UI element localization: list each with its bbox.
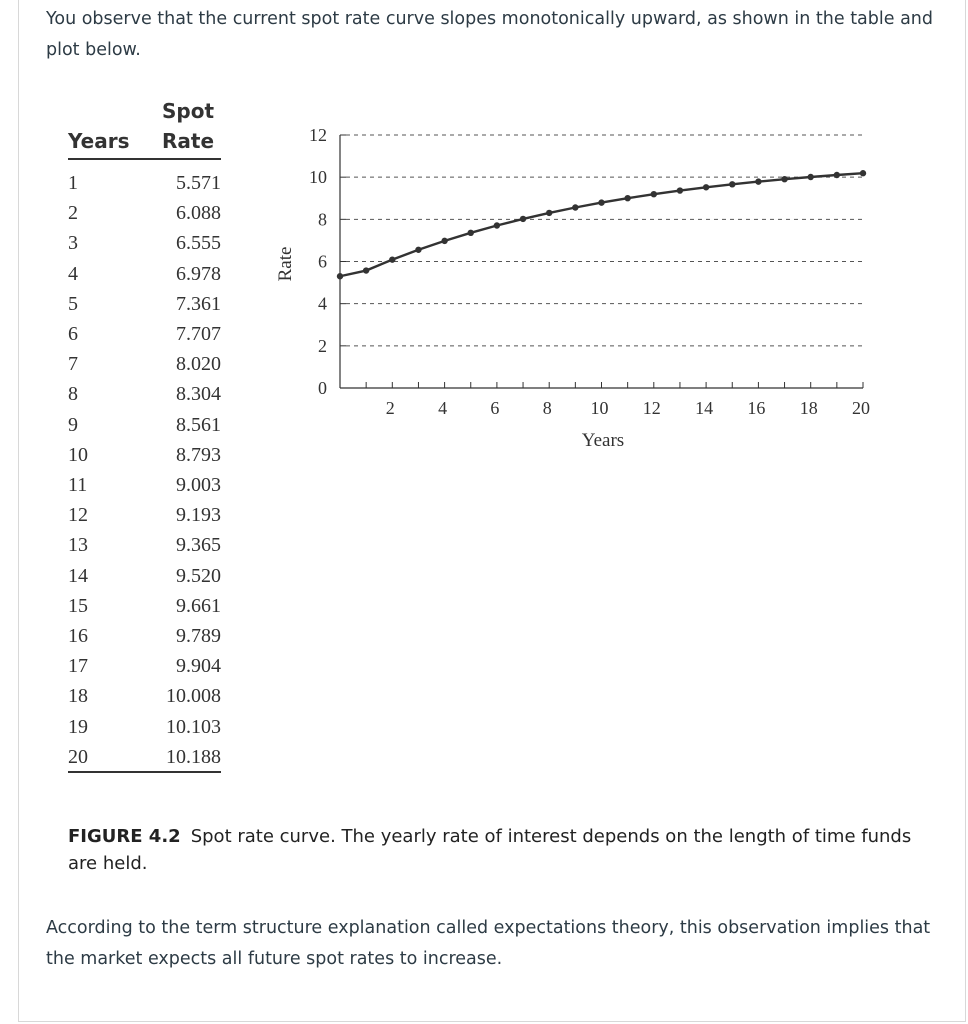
y-tick-label: 10 <box>309 167 327 188</box>
table-cell-year: 10 <box>68 443 88 466</box>
y-tick-label: 8 <box>318 209 327 230</box>
data-point <box>441 238 447 244</box>
y-tick-label: 4 <box>318 293 327 314</box>
x-tick-label: 20 <box>852 398 870 418</box>
x-tick-label: 6 <box>490 398 500 418</box>
table-cell-year: 11 <box>68 474 88 496</box>
table-cell-rate: 9.365 <box>176 534 221 557</box>
data-point <box>624 195 630 201</box>
conclusion-paragraph: According to the term structure explanation called expectations theory, this observation implies that the market expects all future spot rates to increase. <box>46 918 931 969</box>
x-tick-label: 18 <box>799 398 818 418</box>
table-cell-rate: 9.904 <box>176 655 221 678</box>
data-point <box>598 199 604 205</box>
table-cell-year: 19 <box>68 715 88 738</box>
data-point <box>389 256 395 262</box>
table-header-years: Years <box>68 129 130 153</box>
table-cell-rate: 8.304 <box>176 383 221 406</box>
table-cell-rate: 9.520 <box>176 564 221 587</box>
table-cell-year: 20 <box>68 745 88 768</box>
table-cell-rate: 10.188 <box>166 745 221 768</box>
data-point <box>572 204 578 210</box>
table-cell-year: 3 <box>68 232 78 255</box>
data-point <box>860 170 866 176</box>
table-cell-year: 9 <box>68 413 78 436</box>
x-tick-label: 16 <box>747 398 766 418</box>
table-cell-rate: 8.793 <box>176 443 221 466</box>
table-cell-rate: 7.707 <box>176 323 221 345</box>
data-point <box>834 172 840 178</box>
x-tick-label: 14 <box>695 398 714 418</box>
table-bottom-rule <box>68 771 221 773</box>
data-point <box>703 184 709 190</box>
data-point <box>337 273 343 279</box>
data-point <box>546 210 552 216</box>
data-point <box>729 181 735 187</box>
table-cell-rate: 9.003 <box>176 474 221 496</box>
x-tick-label: 10 <box>590 398 609 418</box>
data-point <box>468 230 474 236</box>
table-cell-year: 15 <box>68 594 88 617</box>
spot-rate-chart <box>0 0 968 470</box>
x-tick-label: 8 <box>542 398 552 418</box>
data-point <box>651 191 657 197</box>
intro-paragraph: You observe that the current spot rate curve slopes monotonically upward, as shown in the table and plot below. <box>46 9 933 60</box>
table-cell-year: 1 <box>68 172 78 194</box>
table-header-spot: Spot <box>162 99 215 123</box>
y-tick-label: 12 <box>309 125 327 145</box>
y-tick-label: 6 <box>318 251 327 272</box>
table-cell-rate: 9.193 <box>176 504 221 527</box>
table-cell-rate: 7.361 <box>176 292 221 315</box>
table-cell-year: 18 <box>68 685 88 708</box>
data-point <box>494 222 500 228</box>
data-point <box>363 267 369 273</box>
table-cell-rate: 8.561 <box>176 413 221 436</box>
table-cell-year: 14 <box>68 564 88 587</box>
table-cell-rate: 6.555 <box>176 232 221 255</box>
x-tick-label: 4 <box>438 398 448 418</box>
table-cell-rate: 6.978 <box>176 262 221 285</box>
table-cell-year: 7 <box>68 353 78 376</box>
table-cell-rate: 8.020 <box>176 353 221 376</box>
table-cell-year: 5 <box>68 292 78 315</box>
table-cell-rate: 9.789 <box>176 625 221 647</box>
table-cell-year: 6 <box>68 323 78 345</box>
series-line <box>340 173 863 276</box>
table-cell-year: 17 <box>68 655 88 678</box>
y-axis-label: Rate <box>275 246 296 282</box>
table-cell-year: 16 <box>68 625 88 647</box>
table-header-rate: Rate <box>162 129 215 153</box>
data-point <box>520 216 526 222</box>
table-cell-year: 13 <box>68 534 88 557</box>
y-tick-label: 2 <box>318 335 327 356</box>
table-cell-rate: 6.088 <box>176 202 221 225</box>
figure-caption <box>68 823 928 877</box>
table-cell-year: 2 <box>68 202 78 225</box>
data-point <box>781 176 787 182</box>
data-point <box>755 178 761 184</box>
table-cell-rate: 5.571 <box>176 172 221 194</box>
x-tick-label: 2 <box>385 398 395 418</box>
table-cell-year: 4 <box>68 262 78 285</box>
table-cell-rate: 9.661 <box>176 594 221 617</box>
data-point <box>677 187 683 193</box>
x-axis-label: Years <box>581 430 625 451</box>
figure-caption-text: Spot rate curve. The yearly rate of interest depends on the length of time funds are held. <box>68 826 912 874</box>
figure-label: FIGURE 4.2 <box>68 826 181 847</box>
table-cell-year: 12 <box>68 504 88 527</box>
data-point <box>808 174 814 180</box>
table-cell-rate: 10.008 <box>166 685 221 708</box>
table-cell-year: 8 <box>68 383 78 406</box>
table-cell-rate: 10.103 <box>166 715 221 738</box>
y-tick-label: 0 <box>318 378 327 398</box>
data-point <box>415 247 421 253</box>
x-tick-label: 12 <box>642 398 661 418</box>
